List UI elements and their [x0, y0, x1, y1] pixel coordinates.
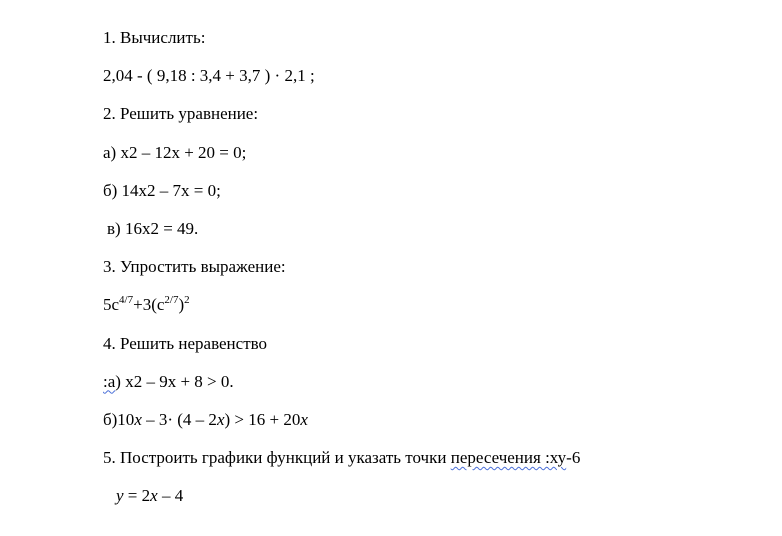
task3-heading: 3. Упростить выражение: [103, 257, 286, 277]
func-y: y [116, 486, 124, 506]
func-x: x [150, 486, 158, 506]
expr-exp3: 2 [184, 293, 190, 306]
func-end: – 4 [157, 486, 184, 506]
task4-heading: 4. Решить неравенство [103, 333, 268, 353]
expr-mid: +3(с [133, 295, 165, 315]
task5-heading [103, 447, 763, 485]
expr-exp2: 2/7 [164, 293, 179, 306]
inequality-a-rest: ) х2 – 9х + 8 > 0. [115, 371, 234, 391]
spellcheck-marker: :а [103, 371, 116, 391]
ineq-b-end: ) > 16 + 20 [224, 409, 301, 429]
task2-equation-c: в) 16х2 = 49. [107, 218, 199, 238]
task3-expression [103, 294, 763, 332]
ineq-b-mid: – 3· (4 – 2 [141, 409, 217, 429]
document-body [103, 27, 763, 523]
spellcheck-underlined-text: пересечения :ху [450, 448, 567, 468]
ineq-b-x2: x [216, 409, 225, 429]
ineq-b-x3: x [300, 409, 308, 429]
func-mid: = 2 [123, 486, 151, 506]
task1-expression: 2,04 - ( 9,18 : 3,4 + 3,7 ) · 2,1 ; [103, 66, 315, 86]
task2-equation-a: а) х2 – 12х + 20 = 0; [103, 142, 247, 162]
task5-heading-end: -6 [566, 448, 581, 468]
expr-close: ) [178, 295, 185, 315]
task4-inequality-a [103, 371, 763, 409]
task5-heading-text: 5. Построить графики функций и указать точки [103, 448, 451, 468]
task4-inequality-b [103, 409, 763, 447]
expr-exp1: 4/7 [119, 293, 134, 306]
expr-base1: 5с [103, 295, 120, 315]
task1-heading: 1. Вычислить: [103, 28, 206, 47]
ineq-b-prefix: б)10 [103, 409, 135, 429]
task2-equation-b: б) 14х2 – 7х = 0; [103, 180, 221, 200]
task2-heading: 2. Решить уравнение: [103, 104, 259, 124]
ineq-b-x1: x [134, 409, 142, 429]
task5-function [103, 485, 763, 523]
